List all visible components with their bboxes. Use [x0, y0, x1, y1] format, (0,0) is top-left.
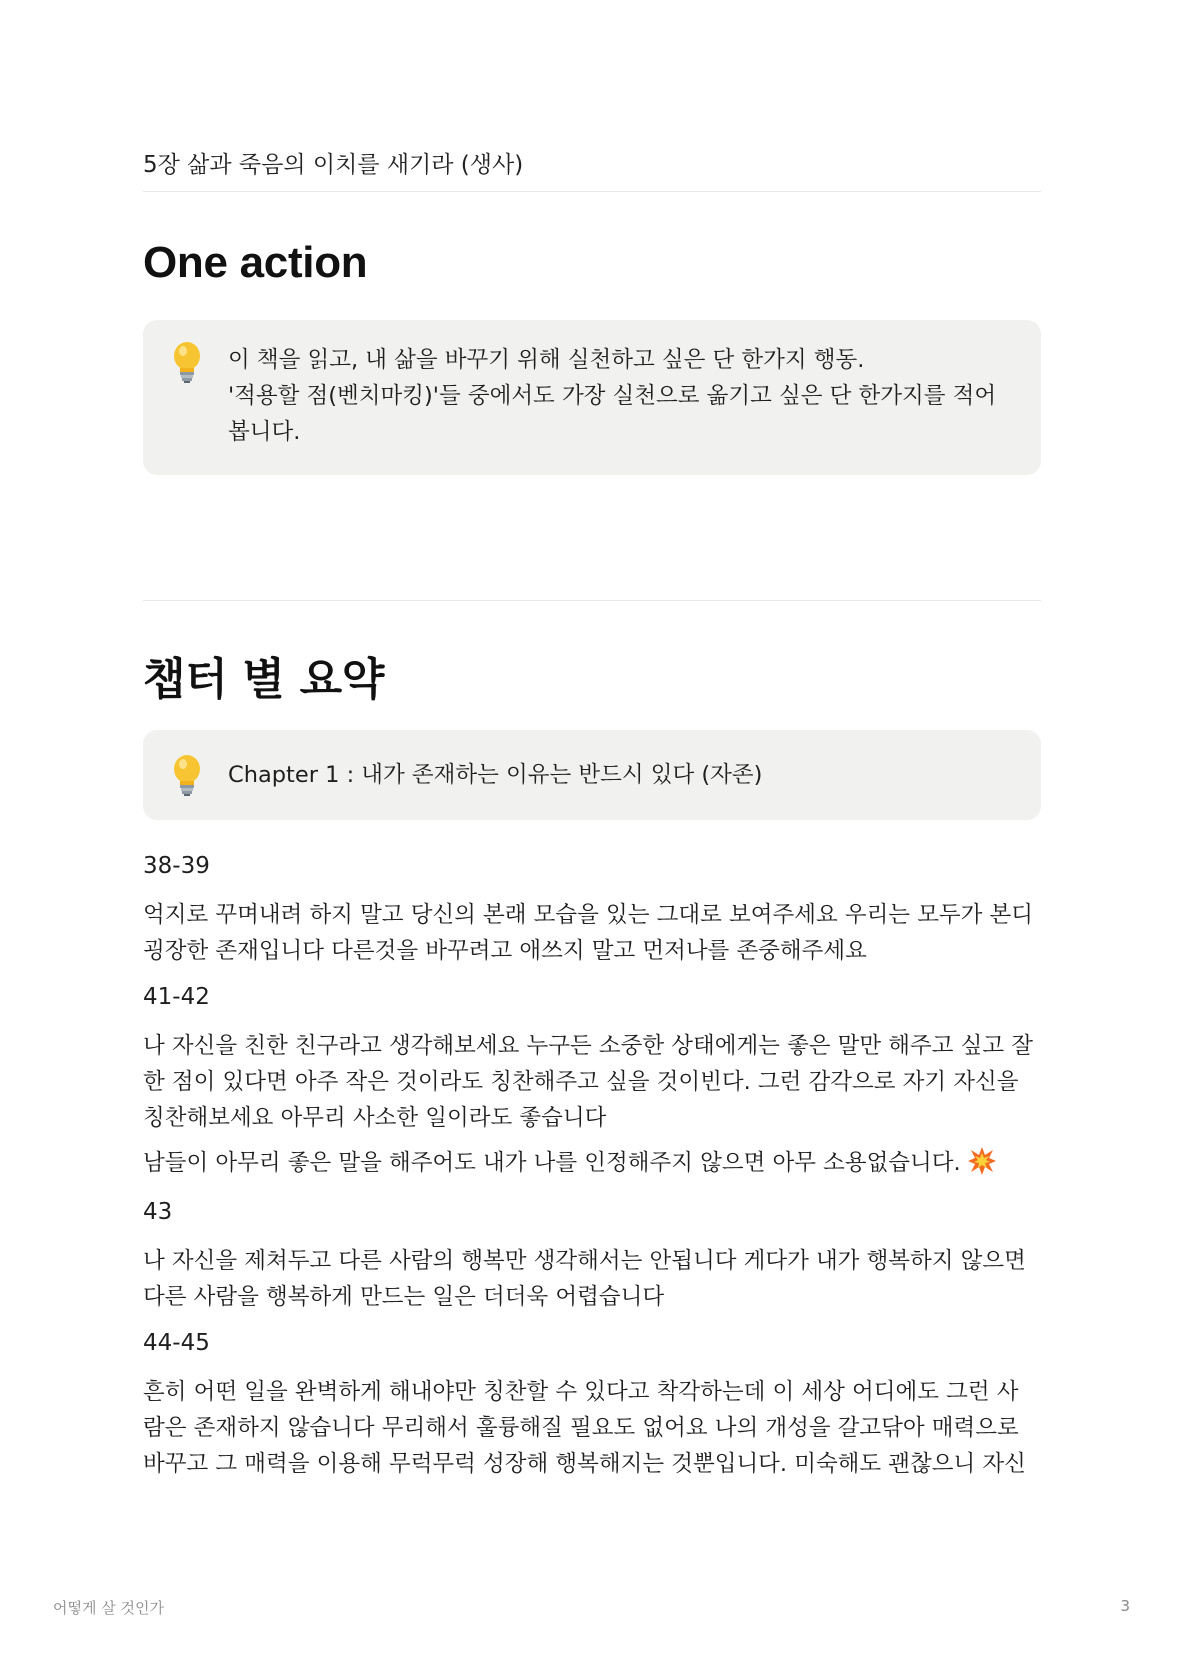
note-paragraph: [143, 1028, 1041, 1136]
note-line: 흔히 어떤 일을 완벽하게 해내야만 칭찬할 수 있다고 착각하는데 이 세상 어디에도 그런 사: [143, 1379, 1019, 1405]
page-range: 44-45: [143, 1330, 210, 1356]
note-line: 남들이 아무리 좋은 말을 해주어도 내가 나를 인정해주지 않으면 아무 소용없습니다.: [143, 1150, 961, 1176]
collision-icon: [967, 1146, 997, 1176]
callout-line: 봅니다.: [228, 419, 301, 445]
footer-book-title: 어떻게 살 것인가: [53, 1599, 164, 1617]
note-line: 람은 존재하지 않습니다 무리해서 훌륭해질 필요도 없어요 나의 개성을 갈고닦아 매력으로: [143, 1415, 1019, 1441]
note-paragraph: [143, 1374, 1041, 1482]
note-line: 나 자신을 제쳐두고 다른 사람의 행복만 생각해서는 안됩니다 게다가 내가 행복하지 않으면: [143, 1248, 1026, 1274]
page-range: 38-39: [143, 853, 210, 879]
lightbulb-icon: [167, 753, 207, 797]
note-paragraph: [143, 897, 1041, 969]
footer-page-number: 3: [1120, 1597, 1130, 1615]
note-line: 한 점이 있다면 아주 작은 것이라도 칭찬해주고 싶을 것이빈다. 그런 감각으로 자기 자신을: [143, 1069, 1019, 1095]
note-line: 칭찬해보세요 아무리 사소한 일이라도 좋습니다: [143, 1105, 607, 1131]
note-line: 나 자신을 친한 친구라고 생각해보세요 누구든 소중한 상태에게는 좋은 말만 해주고 싶고 잘: [143, 1033, 1034, 1059]
note-line: 바꾸고 그 매력을 이용해 무럭무럭 성장해 행복해지는 것뿐입니다. 미숙해도 괜찮으니 자신: [143, 1451, 1026, 1477]
page-range: 41-42: [143, 984, 210, 1010]
divider: [143, 191, 1041, 192]
chapter-title: 5장 삶과 죽음의 이치를 새기라 (생사): [143, 152, 524, 178]
note-line: 굉장한 존재입니다 다른것을 바꾸려고 애쓰지 말고 먼저나를 존중해주세요: [143, 938, 867, 964]
callout-line: '적용할 점(벤치마킹)'들 중에서도 가장 실천으로 옮기고 싶은 단 한가지를 적어: [228, 383, 997, 409]
chapter1-callout: [143, 730, 1041, 820]
one-action-heading: One action: [143, 238, 368, 287]
one-action-callout: [143, 320, 1041, 475]
summary-heading: 챕터 별 요약: [143, 654, 385, 705]
chapter1-label: Chapter 1 : 내가 존재하는 이유는 반드시 있다 (자존): [228, 762, 763, 788]
page-range: 43: [143, 1199, 173, 1225]
note-paragraph: [143, 1243, 1041, 1315]
divider: [143, 600, 1041, 601]
note-paragraph: [143, 1145, 1041, 1181]
callout-line: 이 책을 읽고, 내 삶을 바꾸기 위해 실천하고 싶은 단 한가지 행동.: [228, 347, 865, 373]
note-line: 다른 사람을 행복하게 만드는 일은 더더욱 어렵습니다: [143, 1284, 665, 1310]
lightbulb-icon: [167, 340, 207, 384]
note-line: 억지로 꾸며내려 하지 말고 당신의 본래 모습을 있는 그대로 보여주세요 우리는 모두가 본디: [143, 902, 1034, 928]
